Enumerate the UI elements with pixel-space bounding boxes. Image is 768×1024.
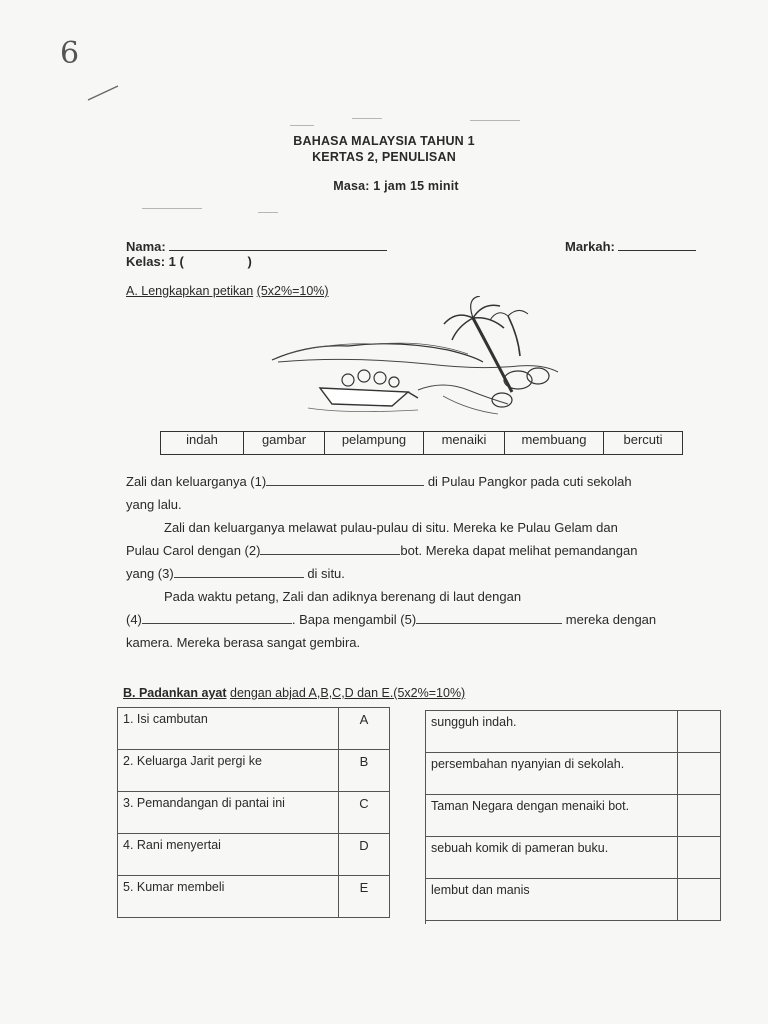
mark-blank[interactable] <box>618 238 696 251</box>
passage-line-5: yang (3) di situ. <box>126 566 345 581</box>
sentence-endings-table <box>425 710 721 921</box>
answer-box[interactable] <box>678 711 721 753</box>
table-row <box>426 795 721 837</box>
sentence-start: 3. Pemandangan di pantai ini <box>118 792 339 834</box>
word-bank-item: pelampung <box>325 432 424 455</box>
table-row <box>118 834 390 876</box>
passage-line-8: kamera. Mereka berasa sangat gembira. <box>126 635 361 650</box>
sentence-ending: sungguh indah. <box>426 711 678 753</box>
sentence-start: 5. Kumar membeli <box>118 876 339 918</box>
table-row <box>118 750 390 792</box>
word-bank-item: membuang <box>505 432 604 455</box>
table-row <box>426 711 721 753</box>
answer-box[interactable] <box>678 795 721 837</box>
match-letter: D <box>339 834 390 876</box>
island-boat-illustration <box>268 296 568 422</box>
answer-blank-2[interactable] <box>260 542 400 555</box>
sentence-ending: persembahan nyanyian di sekolah. <box>426 753 678 795</box>
name-label: Nama: <box>126 239 166 254</box>
word-bank-item: gambar <box>244 432 325 455</box>
passage-line-2: yang lalu. <box>126 497 182 512</box>
sentence-starts-table <box>117 707 390 918</box>
class-close: ) <box>247 254 252 269</box>
answer-box[interactable] <box>678 879 721 921</box>
section-a-heading: A. Lengkapkan petikan <box>126 284 254 298</box>
table-row <box>118 792 390 834</box>
passage-line-4: Pulau Carol dengan (2) bot. Mereka dapat melihat pemandangan <box>126 543 638 558</box>
answer-blank-1[interactable] <box>266 473 424 486</box>
table-row <box>426 837 721 879</box>
mark-label: Markah: <box>565 239 615 254</box>
scan-stray-mark <box>425 902 426 924</box>
passage-line-3: Zali dan keluarganya melawat pulau-pulau di situ. Mereka ke Pulau Gelam dan <box>164 520 618 535</box>
exam-title: BAHASA MALAYSIA TAHUN 1 <box>293 134 475 148</box>
match-letter: B <box>339 750 390 792</box>
answer-blank-5[interactable] <box>416 611 562 624</box>
match-letter: E <box>339 876 390 918</box>
table-row <box>118 708 390 750</box>
section-b-heading: B. Padankan ayat <box>123 686 227 700</box>
name-field <box>126 238 387 254</box>
passage-line-1: Zali dan keluarganya (1) di Pulau Pangkor pada cuti sekolah <box>126 474 632 489</box>
passage-line-7: (4) . Bapa mengambil (5) mereka dengan <box>126 612 657 627</box>
handwritten-page-number: 6 <box>60 36 80 71</box>
sentence-ending: sebuah komik di pameran buku. <box>426 837 678 879</box>
section-a-marks: (5x2%=10%) <box>256 284 329 298</box>
answer-box[interactable] <box>678 837 721 879</box>
match-letter: C <box>339 792 390 834</box>
word-bank-item: indah <box>161 432 244 455</box>
sentence-ending: Taman Negara dengan menaiki bot. <box>426 795 678 837</box>
sentence-start: 4. Rani menyertai <box>118 834 339 876</box>
word-bank-item: bercuti <box>604 432 683 455</box>
answer-blank-3[interactable] <box>174 565 304 578</box>
word-bank <box>160 431 683 455</box>
exam-duration: Masa: 1 jam 15 minit <box>333 179 459 193</box>
passage <box>126 470 716 654</box>
table-row <box>118 876 390 918</box>
table-row <box>426 879 721 921</box>
sentence-ending: lembut dan manis <box>426 879 678 921</box>
name-blank[interactable] <box>169 238 387 251</box>
sentence-start: 2. Keluarga Jarit pergi ke <box>118 750 339 792</box>
word-bank-item: menaiki <box>424 432 505 455</box>
pen-stroke-mark <box>86 82 122 102</box>
answer-blank-4[interactable] <box>142 611 292 624</box>
section-b-title <box>123 686 465 700</box>
section-b-instructions: dengan abjad A,B,C,D dan E.(5x2%=10%) <box>230 686 466 700</box>
answer-box[interactable] <box>678 753 721 795</box>
class-field <box>126 254 252 269</box>
exam-paper: KERTAS 2, PENULISAN <box>312 150 456 164</box>
passage-line-6: Pada waktu petang, Zali dan adiknya berenang di laut dengan <box>164 589 522 604</box>
mark-field <box>565 238 696 254</box>
class-label: Kelas: 1 ( <box>126 254 184 269</box>
match-letter: A <box>339 708 390 750</box>
table-row <box>426 753 721 795</box>
sentence-start: 1. Isi cambutan <box>118 708 339 750</box>
